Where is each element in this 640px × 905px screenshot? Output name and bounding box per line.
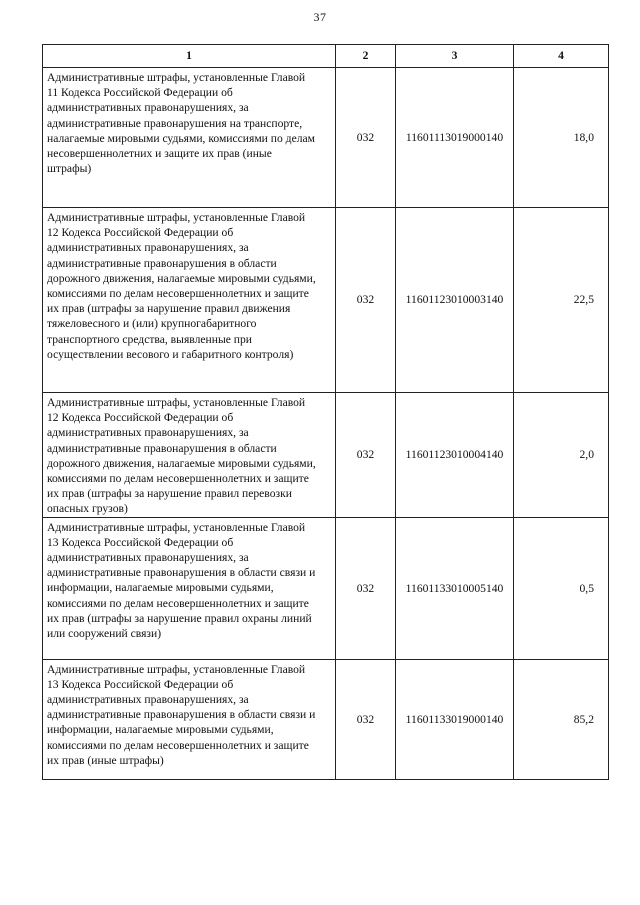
cell-budget-code: 11601133010005140 <box>396 517 514 659</box>
cell-admin-code: 032 <box>336 208 396 393</box>
description-line: административных правонарушениях, за <box>47 551 249 565</box>
description-line: дорожного движения, налагаемые мировыми судьями, <box>47 456 316 470</box>
description-line: их прав (иные штрафы) <box>47 753 164 767</box>
cell-amount: 85,2 <box>514 659 609 779</box>
description-line: дорожного движения, налагаемые мировыми судьями, <box>47 271 316 285</box>
description-line: 12 Кодекса Российской Федерации об <box>47 226 234 240</box>
cell-admin-code: 032 <box>336 659 396 779</box>
description-line: административных правонарушениях, за <box>47 241 249 255</box>
description-line: административных правонарушениях, за <box>47 101 249 115</box>
page-number: 37 <box>313 10 327 24</box>
table-row <box>43 208 609 393</box>
description-line: административные правонарушения в области связи и <box>47 708 316 722</box>
cell-description <box>43 393 336 518</box>
description-line: информации, налагаемые мировыми судьями, <box>47 723 274 737</box>
column-header-code: 3 <box>396 45 514 68</box>
description-line: административные правонарушения на транспорте, <box>47 116 303 130</box>
column-header-description: 1 <box>43 45 336 68</box>
cell-description <box>43 68 336 208</box>
description-line: Административные штрафы, установленные Главой <box>47 662 306 676</box>
column-header-amount: 4 <box>514 45 609 68</box>
cell-admin-code: 032 <box>336 68 396 208</box>
description-line: штрафы) <box>47 162 92 176</box>
cell-amount: 22,5 <box>514 208 609 393</box>
description-line: административных правонарушениях, за <box>47 693 249 707</box>
cell-amount: 2,0 <box>514 393 609 518</box>
description-line: 13 Кодекса Российской Федерации об <box>47 677 234 691</box>
description-line: Административные штрафы, установленные Главой <box>47 396 306 409</box>
table-row <box>43 659 609 779</box>
description-line: Административные штрафы, установленные Главой <box>47 211 306 224</box>
description-line: их прав (штрафы за нарушение правил охраны линий <box>47 611 312 625</box>
description-line: административные правонарушения в области связи и <box>47 566 316 580</box>
cell-budget-code: 11601113019000140 <box>396 68 514 208</box>
cell-admin-code: 032 <box>336 517 396 659</box>
description-line: несовершеннолетних и защите их прав (иные <box>47 147 272 161</box>
cell-amount: 0,5 <box>514 517 609 659</box>
description-line: их прав (штрафы за нарушение правил перевозки <box>47 487 292 501</box>
description-line: административные правонарушения в области <box>47 441 277 455</box>
description-line: осуществлении весового и габаритного контроля) <box>47 347 294 361</box>
description-line: комиссиями по делам несовершеннолетних и защите <box>47 287 309 301</box>
description-line: административные правонарушения в области <box>47 256 277 270</box>
table-body <box>43 68 609 780</box>
description-line: 13 Кодекса Российской Федерации об <box>47 535 234 549</box>
description-line: информации, налагаемые мировыми судьями, <box>47 581 274 595</box>
cell-budget-code: 11601123010004140 <box>396 393 514 518</box>
description-line: или сооружений связи) <box>47 627 162 641</box>
description-line: транспортного средства, выявленные при <box>47 332 252 346</box>
description-line: 12 Кодекса Российской Федерации об <box>47 411 234 425</box>
description-line: 11 Кодекса Российской Федерации об <box>47 86 233 100</box>
cell-admin-code: 032 <box>336 393 396 518</box>
description-line: их прав (штрафы за нарушение правил движения <box>47 302 291 316</box>
table-row <box>43 393 609 518</box>
description-line: административных правонарушениях, за <box>47 426 249 440</box>
column-header-admin: 2 <box>336 45 396 68</box>
table-header-row <box>43 45 609 68</box>
description-line: тяжеловесного и (или) крупногабаритного <box>47 317 257 331</box>
description-line: комиссиями по делам несовершеннолетних и защите <box>47 738 309 752</box>
cell-budget-code: 11601123010003140 <box>396 208 514 393</box>
description-line: Административные штрафы, установленные Главой <box>47 520 306 534</box>
cell-budget-code: 11601133019000140 <box>396 659 514 779</box>
revenue-table <box>42 44 609 780</box>
table-row <box>43 68 609 208</box>
description-line: налагаемые мировыми судьями, комиссиями по делам <box>47 131 315 145</box>
description-line: Административные штрафы, установленные Главой <box>47 71 306 84</box>
description-line: комиссиями по делам несовершеннолетних и защите <box>47 596 309 610</box>
description-line: опасных грузов) <box>47 502 128 516</box>
cell-amount: 18,0 <box>514 68 609 208</box>
cell-description <box>43 659 336 779</box>
cell-description <box>43 208 336 393</box>
table-row <box>43 517 609 659</box>
cell-description <box>43 517 336 659</box>
description-line: комиссиями по делам несовершеннолетних и защите <box>47 472 309 486</box>
